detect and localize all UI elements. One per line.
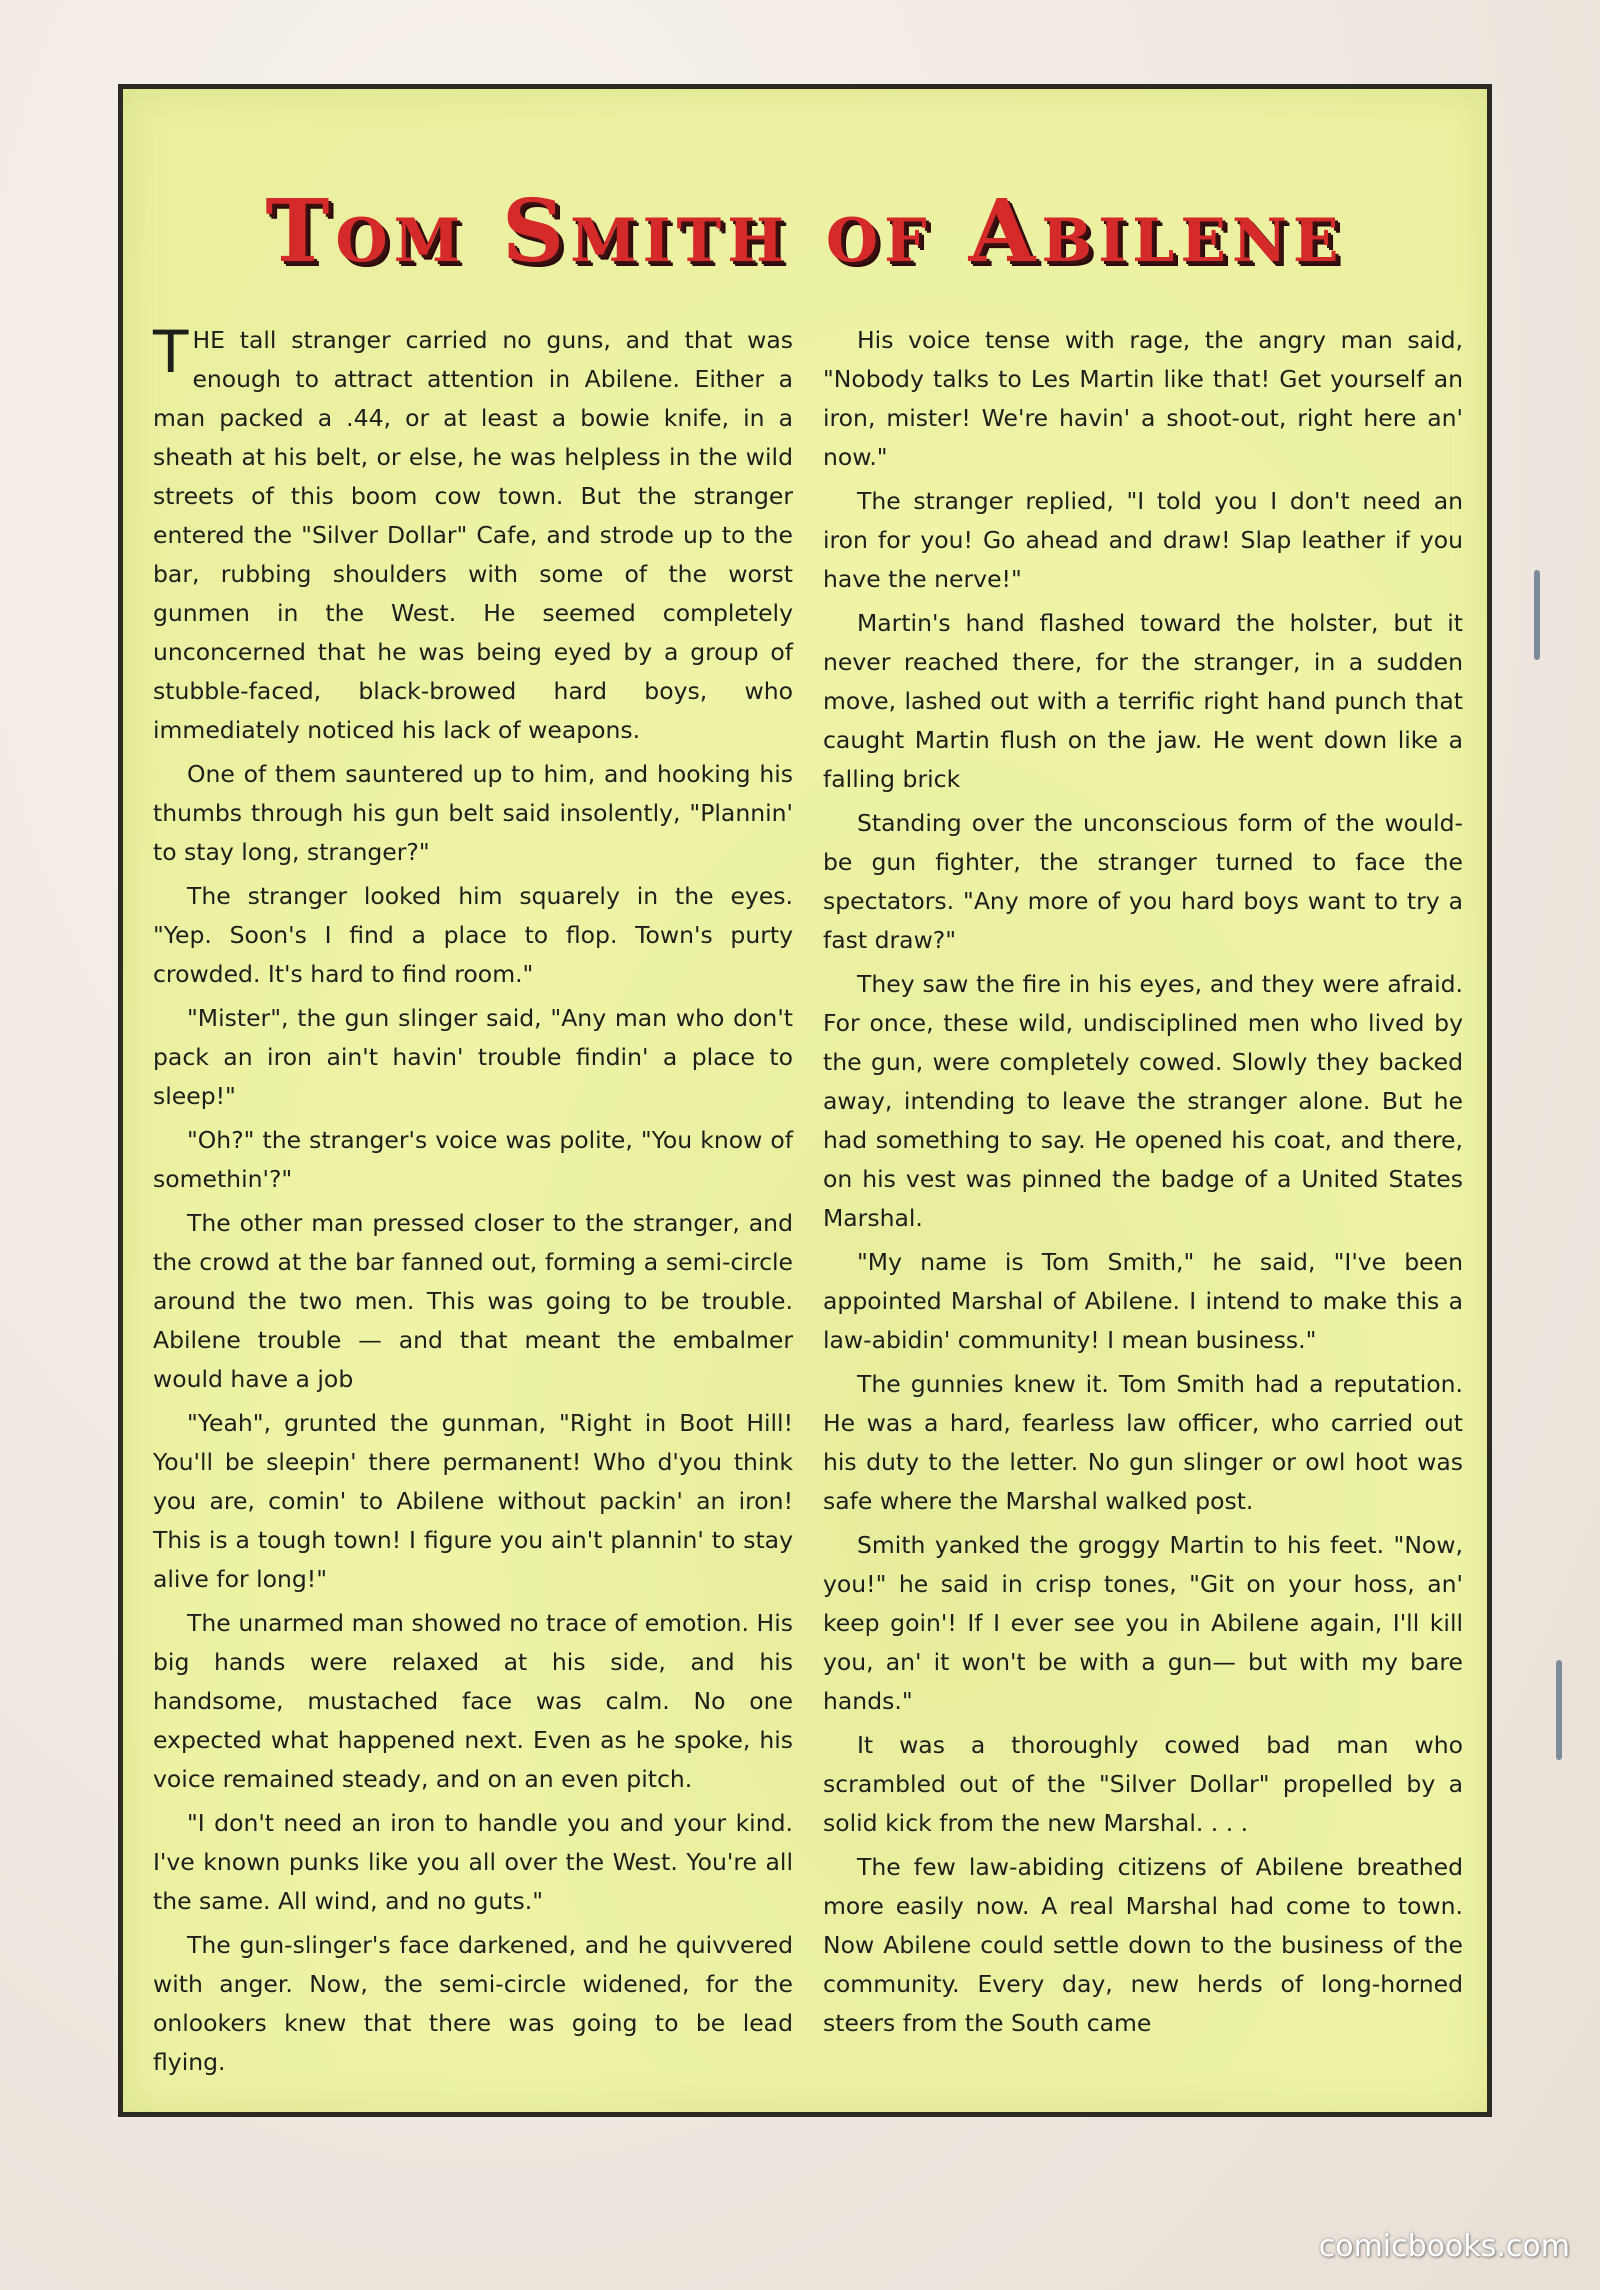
paragraph: They saw the fire in his eyes, and they were afraid. For once, these wild, undisciplined men who lived by the gun, were completely cowed. Slowly they backed away, intending to leave the stranger alone. But he had something to say. He opened his coat, and there, on his vest was pinned the badge of a United States Marshal.	[823, 970, 1463, 1232]
paragraph: Standing over the unconscious form of the would-be gun fighter, the stranger turned to face the spectators. "Any more of you hard boys want to try a fast draw?"	[823, 809, 1463, 954]
text-panel	[118, 84, 1492, 2117]
paragraph: It was a thoroughly cowed bad man who scrambled out of the "Silver Dollar" propelled by a solid kick from the new Marshal. . . .	[823, 1731, 1463, 1837]
paragraph: The few law-abiding citizens of Abilene breathed more easily now. A real Marshal had come to town. Now Abilene could settle down to the business of the community. Every day, new herds of long-horned steers from the South came	[823, 1853, 1463, 2037]
paragraph: The gunnies knew it. Tom Smith had a reputation. He was a hard, fearless law officer, who carried out his duty to the letter. No gun slinger or owl hoot was safe where the Marshal walked post.	[823, 1370, 1463, 1515]
paragraph: One of them sauntered up to him, and hooking his thumbs through his gun belt said insolently, "Plannin' to stay long, stranger?"	[153, 760, 793, 866]
left-column	[153, 318, 793, 2091]
staple-bottom	[1556, 1660, 1562, 1760]
paragraph	[153, 318, 793, 750]
paragraph: The unarmed man showed no trace of emotion. His big hands were relaxed at his side, and his handsome, mustached face was calm. No one expected what happened next. Even as he spoke, his voice remained steady, and on an even pitch.	[153, 1609, 793, 1793]
page-title: Tom Smith of Abilene	[265, 181, 1345, 282]
paragraph: His voice tense with rage, the angry man said, "Nobody talks to Les Martin like that! Get yourself an iron, mister! We're havin' a shoot-out, right here an' now."	[823, 326, 1463, 471]
paragraph-text: HE tall stranger carried no guns, and that was enough to attract attention in Abilene. Either a man packed a .44, or at least a bowie knife, in a sheath at his belt, or else, he was helpless in the wild streets of this boom cow town. But the stranger entered the "Silver Dollar" Cafe, and strode up to the bar, rubbing shoulders with some of the worst gunmen in the West. He seemed completely unconcerned that he was being eyed by a group of stubble-faced, black-browed hard boys, who immediately noticed his lack of weapons.	[153, 326, 793, 744]
paragraph: "Oh?" the stranger's voice was polite, "You know of somethin'?"	[153, 1126, 793, 1193]
paragraph: The stranger looked him squarely in the eyes. "Yep. Soon's I find a place to flop. Town's purty crowded. It's hard to find room."	[153, 882, 793, 988]
paragraph: The gun-slinger's face darkened, and he quivvered with anger. Now, the semi-circle widened, for the onlookers knew that there was going to be lead flying.	[153, 1931, 793, 2076]
paragraph: The stranger replied, "I told you I don't need an iron for you! Go ahead and draw! Slap leather if you have the nerve!"	[823, 487, 1463, 593]
paragraph: "Yeah", grunted the gunman, "Right in Boot Hill! You'll be sleepin' there permanent! Who d'you think you are, comin' to Abilene without packin' an iron! This is a tough town! I figure you ain't plannin' to stay alive for long!"	[153, 1409, 793, 1593]
staple-top	[1534, 570, 1540, 660]
paragraph: Smith yanked the groggy Martin to his feet. "Now, you!" he said in crisp tones, "Git on your hoss, an' keep goin'! If I ever see you in Abilene again, I'll kill you, an' it won't be with a gun— but with my bare hands."	[823, 1531, 1463, 1715]
text-columns	[153, 318, 1463, 2091]
paragraph: "I don't need an iron to handle you and your kind. I've known punks like you all over the West. You're all the same. All wind, and no guts."	[153, 1809, 793, 1915]
watermark-logo: comicbooks.com	[1318, 2229, 1570, 2264]
drop-cap: T	[153, 318, 189, 386]
paragraph: Martin's hand flashed toward the holster, but it never reached there, for the stranger, in a sudden move, lashed out with a terrific right hand punch that caught Martin flush on the jaw. He went down like a falling brick	[823, 609, 1463, 793]
paragraph: The other man pressed closer to the stranger, and the crowd at the bar fanned out, forming a semi-circle around the two men. This was going to be trouble. Abilene trouble — and that meant the embalmer would have a job	[153, 1209, 793, 1393]
right-column	[823, 321, 1463, 2091]
paragraph: "Mister", the gun slinger said, "Any man who don't pack an iron ain't havin' trouble findin' a place to sleep!"	[153, 1004, 793, 1110]
paragraph: "My name is Tom Smith," he said, "I've been appointed Marshal of Abilene. I intend to make this a law-abidin' community! I mean business."	[823, 1248, 1463, 1354]
